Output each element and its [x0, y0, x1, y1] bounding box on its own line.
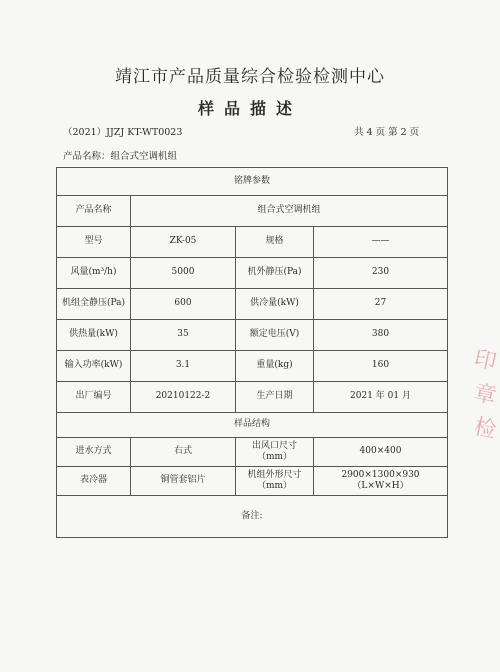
official-seal-stamp: 印 章 检	[471, 346, 499, 444]
param-value: 5000	[131, 258, 236, 289]
param-label: 额定电压(V)	[236, 320, 314, 351]
param-label: 出厂编号	[57, 382, 131, 413]
param-label: 机组全静压(Pa)	[57, 289, 131, 320]
table-row	[57, 351, 448, 382]
param-value: 3.1	[131, 351, 236, 382]
table-row	[57, 382, 448, 413]
table-row	[57, 227, 448, 258]
document-title: 样品描述	[197, 99, 302, 118]
report-reference-number: （2021）JJZJ KT-WT0023	[63, 127, 183, 138]
param-label: 重量(kg)	[236, 351, 314, 382]
param-label: 供热量(kW)	[57, 320, 131, 351]
param-value-dimensions-note: （L×W×H）	[352, 481, 409, 491]
param-value: ——	[314, 227, 448, 258]
param-value: 铜管套铝片	[131, 467, 236, 496]
param-label: 机外静压(Pa)	[236, 258, 314, 289]
table-row	[57, 289, 448, 320]
sample-description-table	[56, 167, 448, 538]
param-label	[236, 438, 314, 467]
param-value: 35	[131, 320, 236, 351]
table-row	[57, 467, 448, 496]
product-name-line: 产品名称：组合式空调机组	[63, 151, 178, 162]
product-name-value: 组合式空调机组	[131, 196, 448, 227]
param-value: ZK-05	[131, 227, 236, 258]
nameplate-section-title: 铭牌参数	[57, 168, 448, 196]
param-label: 进水方式	[57, 438, 131, 467]
table-row	[57, 258, 448, 289]
param-label-line: 出风口尺寸	[251, 440, 297, 451]
structure-section-title: 样品结构	[57, 413, 448, 438]
param-label: 型号	[57, 227, 131, 258]
table-row	[57, 438, 448, 467]
param-value: 600	[131, 289, 236, 320]
param-value: 27	[314, 289, 448, 320]
organization-title: 靖江市产品质量综合检验检测中心	[115, 67, 385, 87]
param-value: 160	[314, 351, 448, 382]
param-value	[314, 467, 448, 496]
page-number: 共 4 页 第 2 页	[354, 127, 420, 138]
param-label: 规格	[236, 227, 314, 258]
param-value: 20210122-2	[131, 382, 236, 413]
param-value: 230	[314, 258, 448, 289]
param-label-unit: （mm）	[256, 481, 293, 491]
param-label: 表冷器	[57, 467, 131, 496]
param-value: 2021 年 01 月	[314, 382, 448, 413]
param-value: 380	[314, 320, 448, 351]
param-label-unit: （mm）	[256, 452, 293, 462]
param-label: 风量(m³/h)	[57, 258, 131, 289]
param-value	[314, 438, 448, 467]
param-label-line: 机组外形尺寸	[247, 469, 302, 480]
param-label: 输入功率(kW)	[57, 351, 131, 382]
param-label	[236, 467, 314, 496]
notes-label: 备注:	[57, 496, 448, 538]
param-value: 右式	[131, 438, 236, 467]
param-label: 供冷量(kW)	[236, 289, 314, 320]
product-name-label: 产品名称	[57, 196, 131, 227]
param-value-line: 2900×1300×930	[341, 469, 420, 480]
param-value-line: 400×400	[359, 446, 402, 457]
param-label: 生产日期	[236, 382, 314, 413]
table-row	[57, 320, 448, 351]
